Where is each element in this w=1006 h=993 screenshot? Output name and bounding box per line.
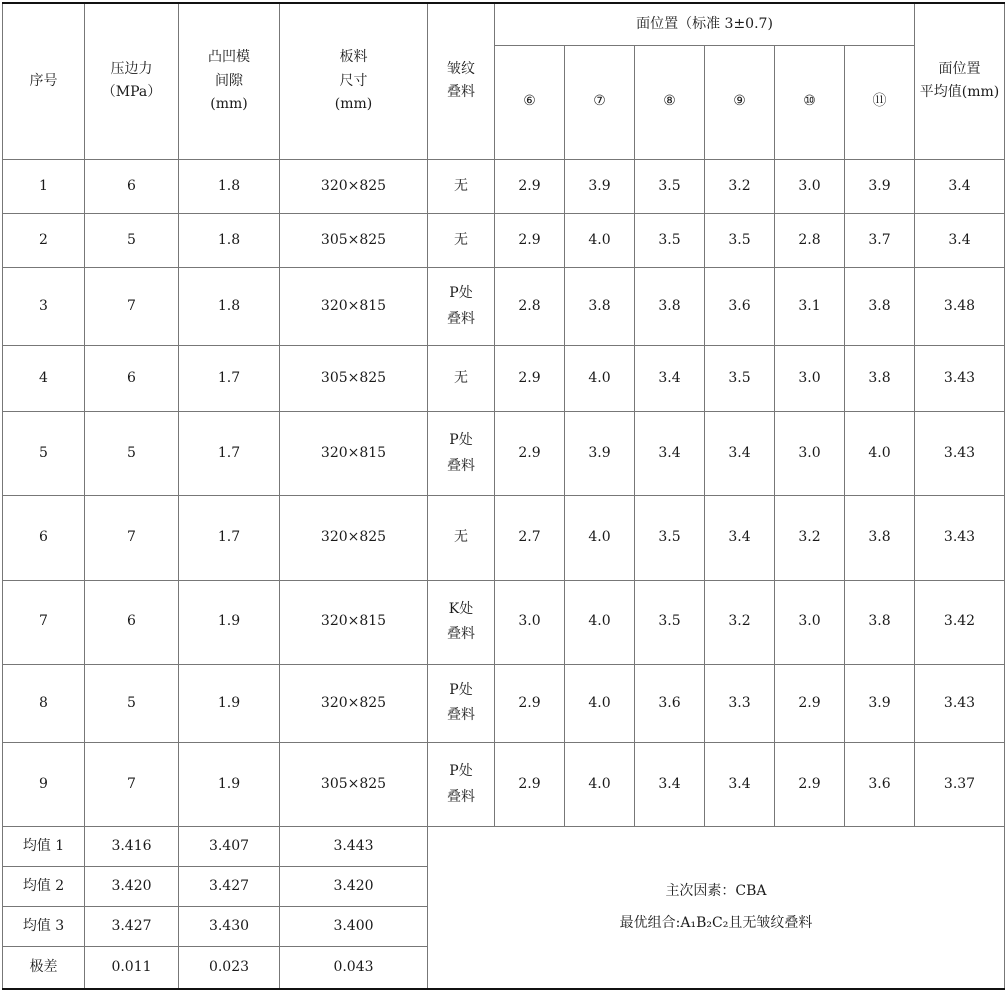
cell-wrinkle bbox=[428, 742, 495, 826]
cell-position-value: 3.5 bbox=[635, 159, 705, 213]
cell-position-value: 3.4 bbox=[705, 412, 775, 496]
cell-position-value: 3.4 bbox=[635, 346, 705, 412]
cell-size: 305×825 bbox=[280, 742, 428, 826]
cell-pressure: 6 bbox=[85, 159, 179, 213]
cell-wrinkle-line: 叠料 bbox=[447, 310, 475, 327]
cell-position-value: 3.9 bbox=[845, 159, 915, 213]
header-avg-line1: 面位置 bbox=[938, 60, 981, 77]
cell-seq: 4 bbox=[3, 346, 85, 412]
summary-cell-size: 0.043 bbox=[280, 947, 428, 989]
cell-avg: 3.43 bbox=[915, 496, 1005, 580]
cell-wrinkle-line: P处 bbox=[449, 432, 473, 449]
cell-position-value: 2.9 bbox=[495, 213, 565, 267]
cell-position-value: 3.8 bbox=[635, 268, 705, 346]
cell-seq: 1 bbox=[3, 159, 85, 213]
cell-position-value: 3.0 bbox=[775, 159, 845, 213]
cell-position-value: 3.5 bbox=[635, 213, 705, 267]
cell-gap: 1.9 bbox=[179, 580, 280, 664]
summary-cell-size: 3.420 bbox=[280, 867, 428, 907]
summary-cell-pressure: 0.011 bbox=[85, 947, 179, 989]
cell-wrinkle bbox=[428, 412, 495, 496]
cell-position-value: 2.9 bbox=[495, 159, 565, 213]
cell-gap: 1.7 bbox=[179, 496, 280, 580]
summary-cell-label: 均值 3 bbox=[3, 907, 85, 947]
cell-position-value: 3.9 bbox=[845, 664, 915, 742]
cell-position-value: 2.9 bbox=[495, 412, 565, 496]
cell-position-value: 3.4 bbox=[635, 742, 705, 826]
cell-avg: 3.42 bbox=[915, 580, 1005, 664]
cell-position-value: 3.9 bbox=[565, 412, 635, 496]
summary-cell-size: 3.443 bbox=[280, 827, 428, 867]
cell-wrinkle bbox=[428, 346, 495, 412]
cell-avg: 3.43 bbox=[915, 664, 1005, 742]
header-wrinkle-line2: 叠料 bbox=[447, 84, 475, 101]
cell-seq: 6 bbox=[3, 496, 85, 580]
cell-position-value: 3.2 bbox=[705, 159, 775, 213]
cell-size: 320×825 bbox=[280, 664, 428, 742]
cell-size: 320×825 bbox=[280, 496, 428, 580]
header-gap-line1: 凸凹模 bbox=[208, 49, 250, 66]
cell-wrinkle-line: 叠料 bbox=[447, 626, 475, 643]
cell-seq: 9 bbox=[3, 742, 85, 826]
cell-position-value: 3.8 bbox=[845, 496, 915, 580]
header-position-8: ⑧ bbox=[635, 45, 705, 159]
conclusion-box bbox=[428, 827, 1005, 989]
conclusion-primary: 主次因素：CBA bbox=[665, 883, 767, 900]
cell-wrinkle bbox=[428, 664, 495, 742]
cell-position-value: 4.0 bbox=[565, 213, 635, 267]
cell-position-value: 2.8 bbox=[495, 268, 565, 346]
header-position-10: ⑩ bbox=[775, 45, 845, 159]
summary-cell-pressure: 3.420 bbox=[85, 867, 179, 907]
cell-size: 305×825 bbox=[280, 213, 428, 267]
cell-position-value: 3.0 bbox=[775, 346, 845, 412]
cell-avg: 3.43 bbox=[915, 346, 1005, 412]
header-pressure-line: 压边力 bbox=[110, 60, 153, 77]
cell-wrinkle-line: 无 bbox=[454, 231, 468, 248]
cell-position-value: 4.0 bbox=[565, 664, 635, 742]
cell-position-value: 4.0 bbox=[565, 580, 635, 664]
cell-seq: 3 bbox=[3, 268, 85, 346]
cell-gap: 1.9 bbox=[179, 742, 280, 826]
cell-position-value: 3.8 bbox=[565, 268, 635, 346]
cell-wrinkle bbox=[428, 580, 495, 664]
cell-gap: 1.8 bbox=[179, 213, 280, 267]
cell-position-value: 3.8 bbox=[845, 268, 915, 346]
table-row bbox=[3, 213, 1005, 267]
cell-position-value: 3.9 bbox=[565, 159, 635, 213]
cell-pressure: 7 bbox=[85, 268, 179, 346]
cell-position-value: 3.8 bbox=[845, 346, 915, 412]
table-row bbox=[3, 496, 1005, 580]
cell-wrinkle-line: 无 bbox=[454, 369, 468, 386]
cell-position-value: 3.5 bbox=[705, 346, 775, 412]
cell-wrinkle-line: 无 bbox=[454, 177, 468, 194]
cell-size: 305×825 bbox=[280, 346, 428, 412]
table-row bbox=[3, 664, 1005, 742]
cell-position-value: 4.0 bbox=[565, 496, 635, 580]
cell-avg: 3.48 bbox=[915, 268, 1005, 346]
cell-position-value: 3.4 bbox=[705, 742, 775, 826]
summary-cell-pressure: 3.416 bbox=[85, 827, 179, 867]
cell-position-value: 3.8 bbox=[845, 580, 915, 664]
cell-position-value: 3.4 bbox=[635, 412, 705, 496]
cell-position-value: 2.9 bbox=[775, 664, 845, 742]
cell-position-value: 3.0 bbox=[775, 412, 845, 496]
cell-seq: 2 bbox=[3, 213, 85, 267]
cell-pressure: 5 bbox=[85, 213, 179, 267]
header-gap-unit: (mm) bbox=[210, 96, 248, 113]
cell-wrinkle bbox=[428, 159, 495, 213]
cell-position-value: 3.6 bbox=[635, 664, 705, 742]
cell-position-value: 3.1 bbox=[775, 268, 845, 346]
cell-position-value: 3.3 bbox=[705, 664, 775, 742]
summary-cell-size: 3.400 bbox=[280, 907, 428, 947]
cell-wrinkle bbox=[428, 268, 495, 346]
cell-avg: 3.4 bbox=[915, 213, 1005, 267]
table-row bbox=[3, 742, 1005, 826]
cell-seq: 5 bbox=[3, 412, 85, 496]
summary-cell-gap: 3.430 bbox=[179, 907, 280, 947]
header-pressure bbox=[85, 3, 179, 159]
header-gap bbox=[179, 3, 280, 159]
cell-position-value: 4.0 bbox=[565, 346, 635, 412]
cell-position-value: 4.0 bbox=[565, 742, 635, 826]
cell-pressure: 6 bbox=[85, 346, 179, 412]
cell-wrinkle-line: 叠料 bbox=[447, 457, 475, 474]
cell-gap: 1.7 bbox=[179, 412, 280, 496]
cell-wrinkle-line: P处 bbox=[449, 681, 473, 698]
table-row bbox=[3, 580, 1005, 664]
cell-avg: 3.37 bbox=[915, 742, 1005, 826]
cell-wrinkle bbox=[428, 213, 495, 267]
header-position-6: ⑥ bbox=[495, 45, 565, 159]
header-size-unit: (mm) bbox=[334, 96, 373, 113]
cell-position-value: 3.5 bbox=[635, 496, 705, 580]
header-wrinkle-line1: 皱纹 bbox=[447, 60, 475, 77]
table-row bbox=[3, 159, 1005, 213]
cell-pressure: 6 bbox=[85, 580, 179, 664]
table-row bbox=[3, 346, 1005, 412]
cell-pressure: 5 bbox=[85, 664, 179, 742]
header-gap-line2: 间隙 bbox=[215, 72, 243, 89]
cell-avg: 3.4 bbox=[915, 159, 1005, 213]
cell-position-value: 2.9 bbox=[495, 742, 565, 826]
table-row bbox=[3, 412, 1005, 496]
cell-position-value: 3.5 bbox=[635, 580, 705, 664]
header-pressure-unit: （MPa） bbox=[101, 84, 162, 101]
header-seq: 序号 bbox=[3, 3, 85, 159]
orthogonal-test-table bbox=[2, 2, 1005, 990]
header-size-line2: 尺寸 bbox=[339, 72, 368, 89]
cell-gap: 1.8 bbox=[179, 268, 280, 346]
cell-position-value: 3.5 bbox=[705, 213, 775, 267]
header-position-7: ⑦ bbox=[565, 45, 635, 159]
header-avg bbox=[915, 3, 1005, 159]
cell-wrinkle bbox=[428, 496, 495, 580]
cell-wrinkle-line: P处 bbox=[449, 285, 473, 302]
cell-size: 320×815 bbox=[280, 268, 428, 346]
cell-position-value: 3.4 bbox=[705, 496, 775, 580]
header-size bbox=[280, 3, 428, 159]
cell-position-value: 4.0 bbox=[845, 412, 915, 496]
cell-position-value: 3.6 bbox=[845, 742, 915, 826]
cell-position-value: 2.7 bbox=[495, 496, 565, 580]
summary-cell-gap: 0.023 bbox=[179, 947, 280, 989]
cell-position-value: 3.0 bbox=[495, 580, 565, 664]
header-position-11: ⑪ bbox=[845, 45, 915, 159]
cell-size: 320×825 bbox=[280, 159, 428, 213]
summary-cell-pressure: 3.427 bbox=[85, 907, 179, 947]
summary-cell-gap: 3.407 bbox=[179, 827, 280, 867]
cell-position-value: 2.9 bbox=[495, 346, 565, 412]
cell-gap: 1.8 bbox=[179, 159, 280, 213]
header-avg-line2: 平均值(mm) bbox=[919, 84, 1000, 101]
cell-pressure: 7 bbox=[85, 496, 179, 580]
conclusion-optimal: 最优组合:A₁B₂C₂且无皱纹叠料 bbox=[619, 914, 813, 931]
cell-wrinkle-line: P处 bbox=[449, 763, 473, 779]
cell-position-value: 2.9 bbox=[495, 664, 565, 742]
cell-size: 320×815 bbox=[280, 412, 428, 496]
summary-cell-gap: 3.427 bbox=[179, 867, 280, 907]
cell-seq: 8 bbox=[3, 664, 85, 742]
cell-gap: 1.7 bbox=[179, 346, 280, 412]
summary-cell-label: 均值 1 bbox=[3, 827, 85, 867]
cell-position-value: 3.2 bbox=[775, 496, 845, 580]
header-position-9: ⑨ bbox=[705, 45, 775, 159]
cell-position-value: 2.8 bbox=[775, 213, 845, 267]
cell-wrinkle-line: 叠料 bbox=[447, 788, 475, 805]
cell-position-value: 3.0 bbox=[775, 580, 845, 664]
cell-size: 320×815 bbox=[280, 580, 428, 664]
header-position-group: 面位置（标准 3±0.7) bbox=[495, 3, 915, 45]
header-row-1 bbox=[3, 3, 1005, 45]
cell-wrinkle-line: K处 bbox=[448, 600, 474, 617]
cell-avg: 3.43 bbox=[915, 412, 1005, 496]
summary-cell-label: 均值 2 bbox=[3, 867, 85, 907]
header-wrinkle bbox=[428, 3, 495, 159]
cell-position-value: 3.2 bbox=[705, 580, 775, 664]
cell-seq: 7 bbox=[3, 580, 85, 664]
cell-wrinkle-line: 叠料 bbox=[447, 707, 475, 724]
summary-cell-label: 极差 bbox=[3, 947, 85, 989]
cell-position-value: 3.6 bbox=[705, 268, 775, 346]
table-row bbox=[3, 268, 1005, 346]
cell-position-value: 3.7 bbox=[845, 213, 915, 267]
cell-position-value: 2.9 bbox=[775, 742, 845, 826]
cell-wrinkle-line: 无 bbox=[454, 529, 468, 546]
cell-pressure: 7 bbox=[85, 742, 179, 826]
cell-pressure: 5 bbox=[85, 412, 179, 496]
cell-gap: 1.9 bbox=[179, 664, 280, 742]
summary-row bbox=[3, 827, 1005, 867]
header-size-line1: 板料 bbox=[339, 49, 368, 66]
